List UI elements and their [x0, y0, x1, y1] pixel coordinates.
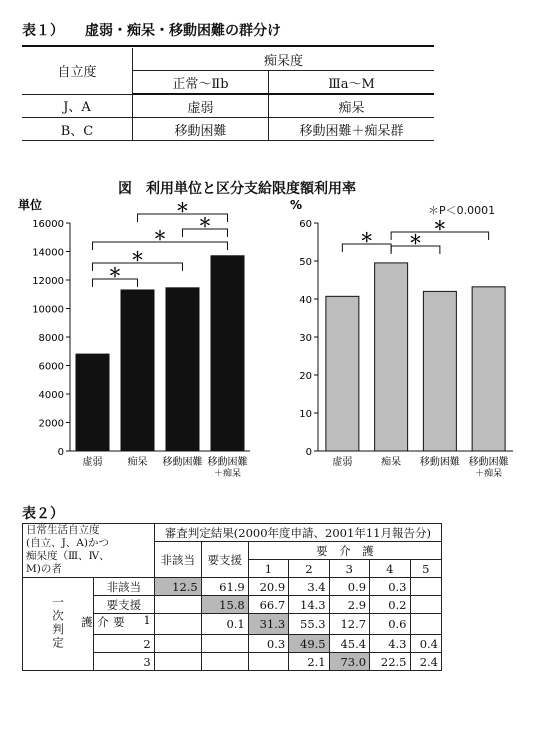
corner-line: M)の者 — [26, 563, 62, 575]
cell: 0.2 — [370, 596, 410, 614]
corner-line: 痴呆度（Ⅲ、Ⅳ、 — [26, 550, 110, 562]
table2 — [22, 523, 442, 671]
y-tick-label: 10 — [299, 409, 312, 420]
table1 — [22, 48, 434, 141]
x-tick-label: ＋痴呆 — [213, 469, 242, 479]
significance-note: ＊P＜0.0001 — [428, 204, 496, 217]
row-label: 非該当 — [94, 578, 155, 596]
y-axis-label: 単位 — [18, 198, 43, 212]
table1-header-col2: Ⅲa～M — [269, 71, 435, 95]
row-label: 要支援 — [94, 596, 155, 614]
significance-star: ＊ — [108, 266, 122, 281]
yokaigo-label: 要介護 — [79, 615, 126, 630]
row-label: 2 — [94, 635, 155, 653]
y-tick-label: 10000 — [32, 304, 64, 316]
cell — [154, 653, 201, 671]
cell: 2.9 — [329, 596, 369, 614]
y-tick-label: 40 — [299, 295, 312, 306]
corner-line: (自立、J、A)かつ — [26, 537, 109, 549]
y-tick-label: 8000 — [38, 333, 64, 344]
cell: 0.3 — [370, 578, 410, 596]
y-tick-label: 4000 — [38, 390, 64, 401]
table1-cell: 痴呆 — [269, 94, 435, 118]
y-tick-label: 50 — [299, 257, 312, 268]
bar — [375, 263, 408, 451]
cell: 49.5 — [289, 635, 329, 653]
bar — [211, 256, 244, 451]
table2-level: 4 — [370, 560, 410, 578]
cell: 2.1 — [289, 653, 329, 671]
utilization-chart — [268, 195, 523, 485]
cell: 73.0 — [329, 653, 369, 671]
cell: 0.1 — [201, 614, 248, 635]
significance-star: ＊ — [153, 229, 167, 244]
y-tick-label: 60 — [299, 219, 312, 230]
x-tick-label: ＋痴呆 — [475, 469, 503, 479]
table2-title: 表２） — [22, 506, 64, 522]
row-label: 1 — [143, 612, 151, 627]
table-row — [23, 578, 442, 596]
cell: 45.4 — [329, 635, 369, 653]
table2-level: 1 — [248, 560, 288, 578]
figure-title: 図 利用単位と区分支給限度額利用率 — [118, 181, 356, 197]
cell: 0.3 — [248, 635, 288, 653]
cell: 55.3 — [289, 614, 329, 635]
significance-star: ＊ — [408, 233, 423, 248]
bar — [76, 354, 109, 451]
cell: 2.4 — [410, 653, 442, 671]
table2-col-yoshien: 要支援 — [201, 542, 248, 578]
y-tick-label: 2000 — [38, 418, 64, 430]
cell: 12.5 — [154, 578, 201, 596]
cell — [154, 614, 201, 635]
cell: 31.3 — [248, 614, 288, 635]
bar — [121, 290, 154, 451]
significance-star: ＊ — [130, 250, 145, 265]
cell: 0.9 — [329, 578, 369, 596]
cell: 66.7 — [248, 596, 288, 614]
table1-top-rule — [22, 45, 434, 47]
x-tick-label: 移動困難 — [207, 457, 248, 468]
table2-level: 2 — [289, 560, 329, 578]
x-tick-label: 移動困難 — [419, 457, 460, 468]
x-tick-label: 痴呆 — [381, 457, 402, 468]
x-tick-label: 移動困難 — [468, 457, 509, 468]
table2-corner — [23, 524, 155, 578]
cell — [154, 596, 201, 614]
table1-row-label: J、A — [22, 94, 133, 118]
significance-star: ＊ — [433, 219, 447, 234]
x-tick-label: 虚弱 — [332, 457, 353, 468]
y-tick-label: 0 — [305, 447, 312, 458]
table1-cell: 虚弱 — [133, 94, 269, 118]
cell — [201, 635, 248, 653]
y-tick-label: 20 — [299, 371, 312, 382]
table1-header-dementia: 痴呆度 — [133, 48, 435, 71]
cell: 14.3 — [289, 596, 329, 614]
bar — [326, 296, 359, 451]
cell: 0.6 — [370, 614, 410, 635]
table1-header-col1: 正常～Ⅱb — [133, 71, 269, 95]
x-tick-label: 痴呆 — [127, 457, 148, 468]
cell: 61.9 — [201, 578, 248, 596]
cell: 4.3 — [370, 635, 410, 653]
row-label-split — [79, 612, 155, 635]
y-tick-label: 30 — [299, 333, 312, 344]
cell: 3.4 — [289, 578, 329, 596]
bar — [472, 287, 505, 451]
bar — [166, 288, 199, 451]
cell: 22.5 — [370, 653, 410, 671]
table1-title: 表１） 虚弱・痴呆・移動困難の群分け — [22, 23, 281, 39]
table1-cell: 移動困難＋痴呆群 — [269, 118, 435, 141]
x-tick-label: 虚弱 — [82, 457, 103, 468]
cell — [201, 653, 248, 671]
cell — [410, 596, 442, 614]
cell: 20.9 — [248, 578, 288, 596]
corner-line: 日常生活自立度 — [26, 524, 100, 536]
cell — [154, 635, 201, 653]
cell: 0.4 — [410, 635, 442, 653]
cell — [410, 578, 442, 596]
y-axis-label: % — [290, 198, 303, 212]
cell: 15.8 — [201, 596, 248, 614]
x-tick-label: 移動困難 — [162, 457, 203, 468]
significance-star: ＊ — [175, 201, 190, 216]
table2-col-nongai: 非該当 — [154, 542, 201, 578]
table2-col-yokaigo: 要 介 護 — [248, 542, 441, 560]
first-judgment-text: 一次判定 — [51, 595, 65, 650]
units-chart — [10, 195, 260, 485]
table1-row-label: B、C — [22, 118, 133, 141]
y-tick-label: 14000 — [32, 247, 64, 259]
y-tick-label: 0 — [57, 447, 64, 458]
significance-star: ＊ — [360, 231, 374, 246]
y-tick-label: 16000 — [32, 219, 64, 230]
cell — [248, 653, 288, 671]
row-label: 3 — [94, 653, 155, 671]
significance-star: ＊ — [198, 216, 212, 231]
y-tick-label: 6000 — [38, 361, 64, 373]
table2-result-header: 審査判定結果(2000年度申請、2001年11月報告分) — [154, 524, 441, 542]
table2-level: 3 — [329, 560, 369, 578]
cell — [410, 614, 442, 635]
bar — [423, 291, 456, 451]
cell: 12.7 — [329, 614, 369, 635]
table1-cell: 移動困難 — [133, 118, 269, 141]
table2-level: 5 — [410, 560, 442, 578]
y-tick-label: 12000 — [32, 276, 64, 287]
table1-header-independence: 自立度 — [22, 48, 133, 94]
